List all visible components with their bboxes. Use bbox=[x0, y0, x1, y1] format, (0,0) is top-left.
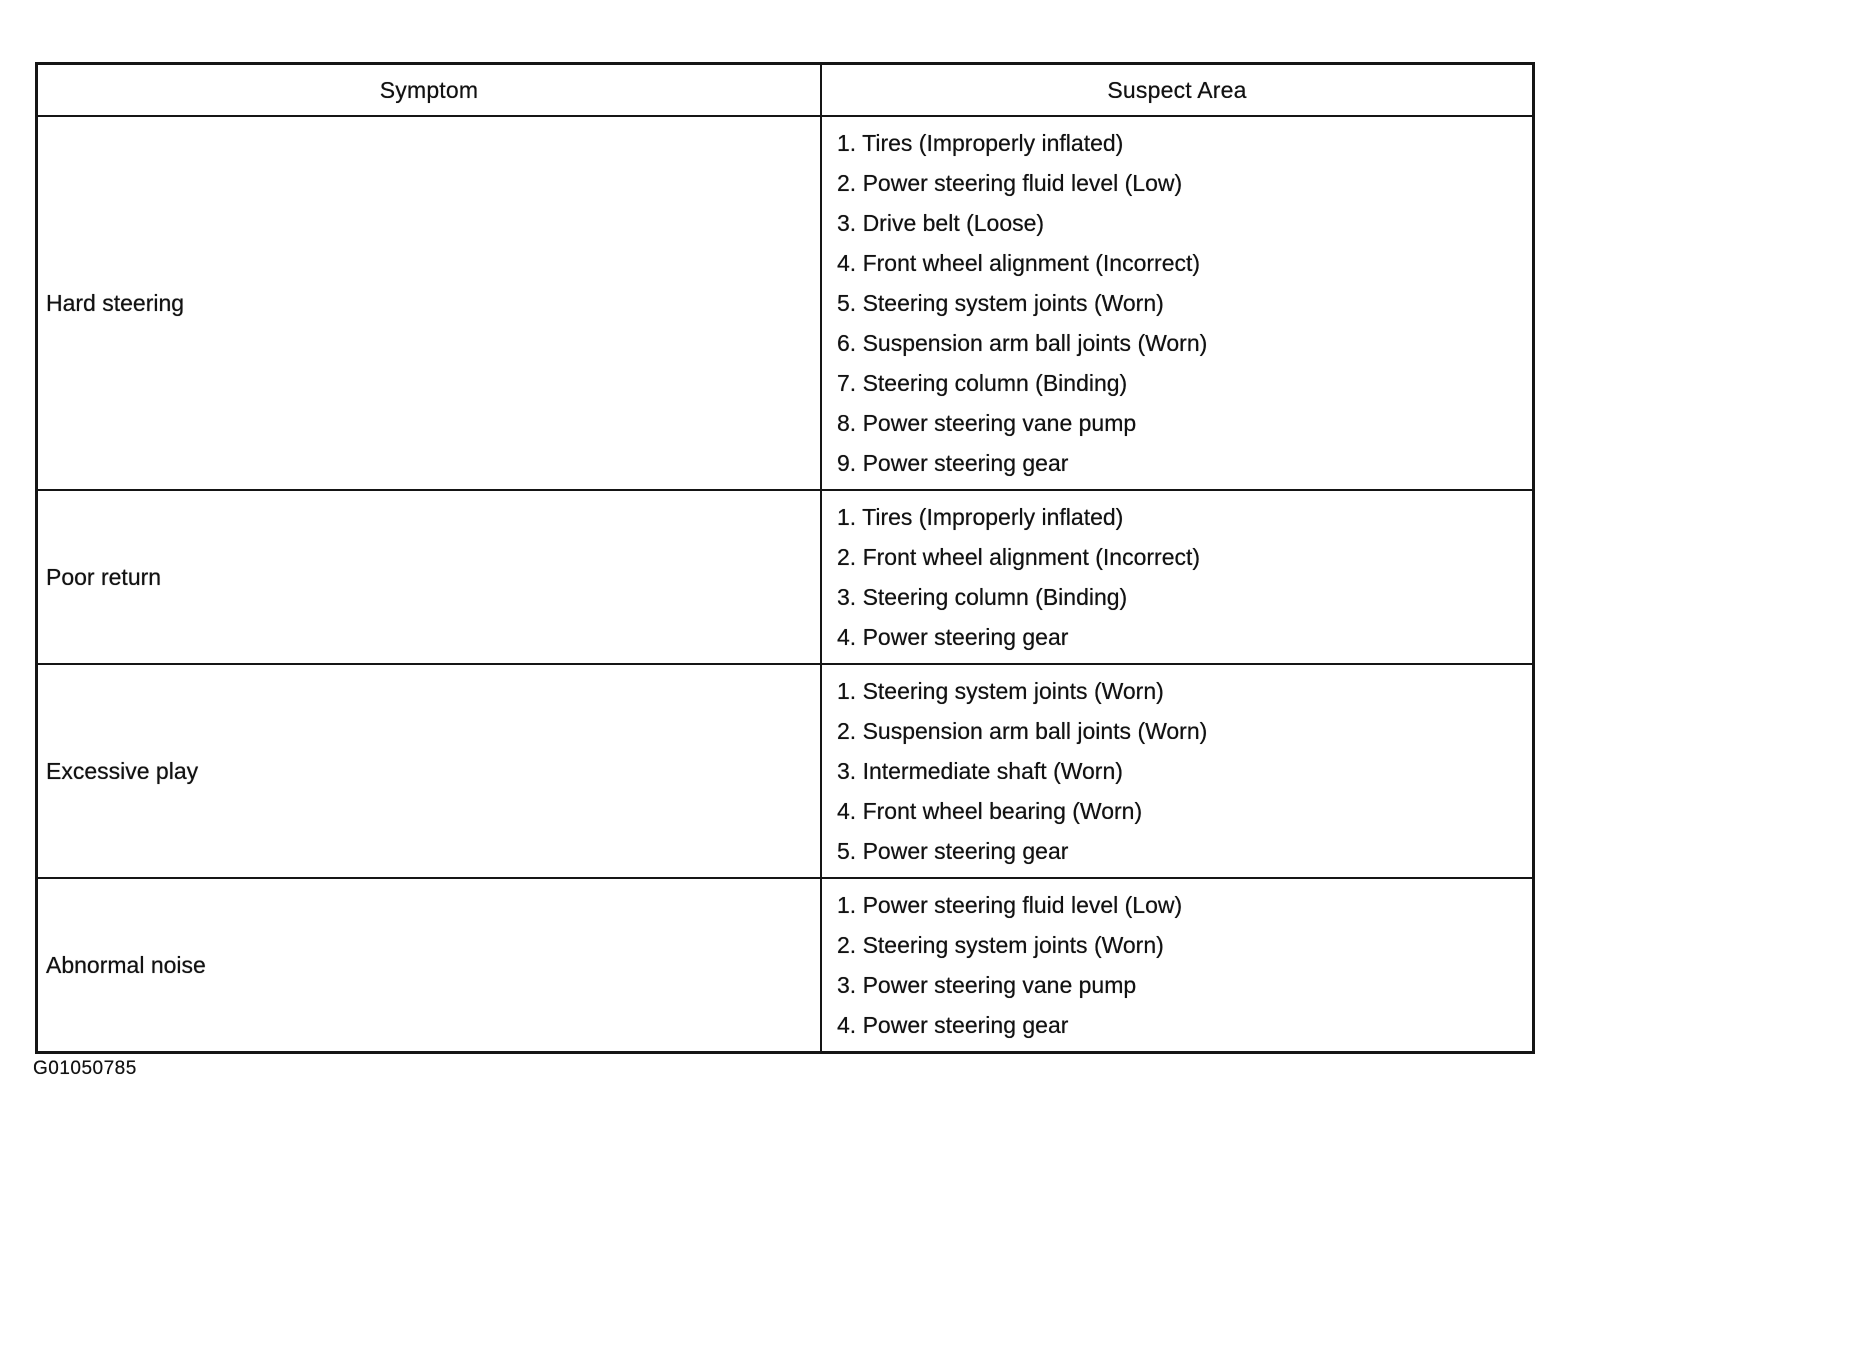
suspect-item: 4. Power steering gear bbox=[837, 1012, 1069, 1038]
symptom-cell: Abnormal noise bbox=[38, 879, 822, 1051]
suspect-item: 3. Drive belt (Loose) bbox=[837, 210, 1045, 236]
figure-id: G01050785 bbox=[33, 1058, 137, 1079]
table-header-row bbox=[38, 65, 1532, 115]
suspect-item: 1. Power steering fluid level (Low) bbox=[837, 892, 1183, 918]
steering-troubleshooting-table bbox=[35, 62, 1535, 1054]
symptom-cell: Excessive play bbox=[38, 665, 822, 877]
suspect-item: 3. Steering column (Binding) bbox=[837, 584, 1128, 610]
table-row bbox=[38, 489, 1532, 663]
suspect-item: 4. Front wheel alignment (Incorrect) bbox=[837, 250, 1201, 276]
symptom-column-header: Symptom bbox=[38, 65, 822, 115]
suspect-item: 2. Front wheel alignment (Incorrect) bbox=[837, 544, 1201, 570]
suspect-item: 5. Steering system joints (Worn) bbox=[837, 290, 1164, 316]
suspect-item: 1. Steering system joints (Worn) bbox=[837, 678, 1164, 704]
suspect-area-cell bbox=[822, 491, 1532, 663]
suspect-item: 3. Intermediate shaft (Worn) bbox=[837, 758, 1123, 784]
suspect-item: 2. Steering system joints (Worn) bbox=[837, 932, 1164, 958]
suspect-item: 3. Power steering vane pump bbox=[837, 972, 1137, 998]
suspect-area-cell bbox=[822, 665, 1532, 877]
symptom-cell: Poor return bbox=[38, 491, 822, 663]
suspect-area-cell bbox=[822, 117, 1532, 489]
symptom-cell: Hard steering bbox=[38, 117, 822, 489]
table-row bbox=[38, 877, 1532, 1051]
table-row bbox=[38, 115, 1532, 489]
suspect-area-column-header: Suspect Area bbox=[1107, 76, 1247, 103]
suspect-item: 2. Power steering fluid level (Low) bbox=[837, 170, 1183, 196]
suspect-item: 1. Tires (Improperly inflated) bbox=[837, 130, 1124, 156]
suspect-item: 8. Power steering vane pump bbox=[837, 410, 1137, 436]
suspect-item: 9. Power steering gear bbox=[837, 450, 1069, 476]
suspect-item: 6. Suspension arm ball joints (Worn) bbox=[837, 330, 1208, 356]
suspect-area-cell bbox=[822, 879, 1532, 1051]
suspect-item: 4. Front wheel bearing (Worn) bbox=[837, 798, 1143, 824]
suspect-item: 5. Power steering gear bbox=[837, 838, 1069, 864]
suspect-item: 1. Tires (Improperly inflated) bbox=[837, 504, 1124, 530]
suspect-item: 2. Suspension arm ball joints (Worn) bbox=[837, 718, 1208, 744]
suspect-item: 7. Steering column (Binding) bbox=[837, 370, 1128, 396]
suspect-item: 4. Power steering gear bbox=[837, 624, 1069, 650]
table-row bbox=[38, 663, 1532, 877]
